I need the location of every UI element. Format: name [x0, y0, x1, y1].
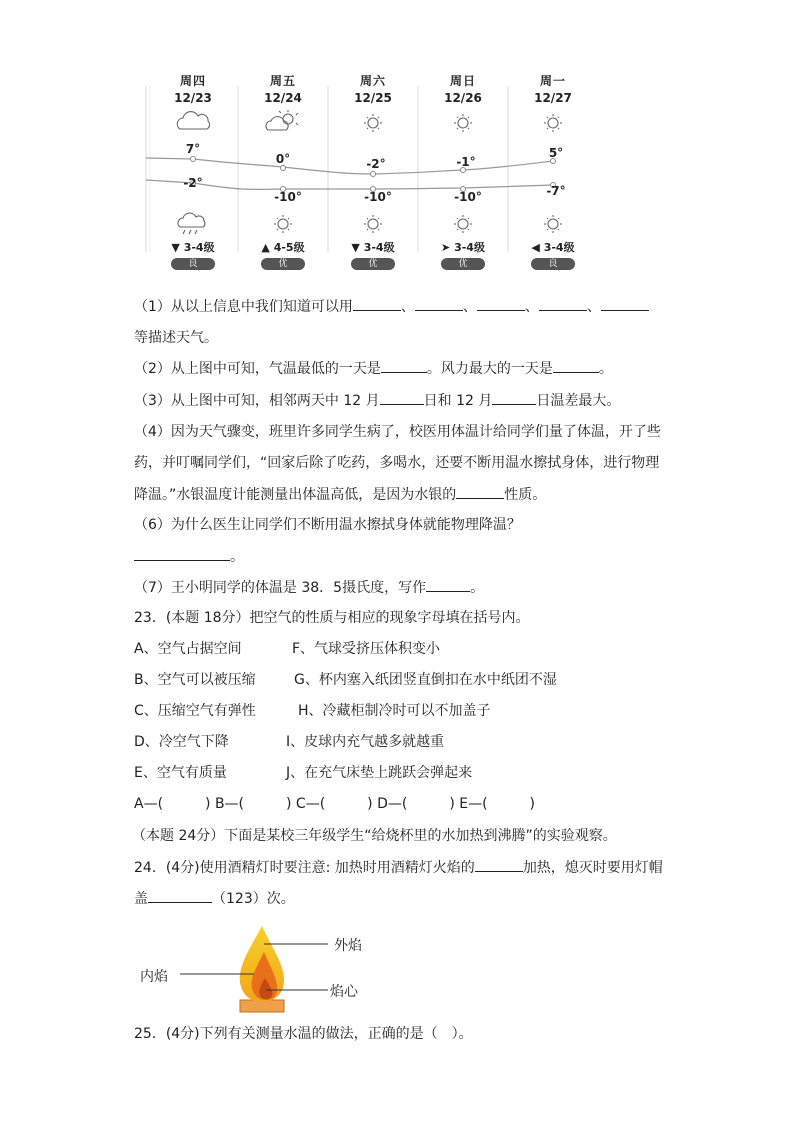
high-temp: -1°	[456, 155, 476, 169]
option-h: H、冷藏柜制冷时可以不加盖子	[298, 703, 491, 719]
answer-blank[interactable]	[381, 358, 427, 373]
option-b: B、空气可以被压缩	[134, 672, 256, 688]
outer-flame-label: 外焰	[334, 938, 362, 954]
section-24-intro: （本题 24分）下面是某校三年级学生“给烧杯里的水加热到沸腾”的实验观察。	[132, 828, 617, 844]
date-label: 12/24	[264, 91, 302, 105]
wind-level: ▼ 3-4级	[171, 241, 215, 254]
day-label: 周五	[269, 74, 296, 88]
aqi-badge: 良	[171, 258, 215, 270]
answer-blank[interactable]	[380, 390, 424, 405]
answer-blank[interactable]	[477, 296, 525, 311]
forecast-day-1	[148, 72, 238, 269]
forecast-day-5	[508, 72, 598, 269]
answer-blank[interactable]	[456, 484, 504, 499]
date-label: 12/23	[174, 91, 212, 105]
low-temp: -2°	[183, 176, 203, 190]
inner-flame-label: 内焰	[140, 969, 168, 985]
weather-forecast	[138, 72, 598, 277]
day-label: 周日	[449, 74, 476, 88]
low-temp: -10°	[364, 190, 392, 204]
question-24	[134, 857, 663, 878]
high-temp-line	[146, 158, 553, 174]
answer-blank[interactable]	[601, 296, 649, 311]
sun-icon	[454, 215, 472, 233]
answer-blank[interactable]	[415, 296, 463, 311]
option-e: E、空气有质量	[134, 765, 227, 781]
question-text: 盖	[134, 891, 148, 907]
question-4-line-3	[134, 484, 546, 505]
option-f: F、气球受挤压体积变小	[292, 641, 441, 657]
question-text: 。风力最大的一天是	[426, 361, 553, 377]
wind-level: ◀ 3-4级	[531, 241, 575, 254]
question-text: （123）次。	[212, 891, 295, 907]
answer-blank[interactable]	[475, 857, 523, 872]
partly-cloudy-icon	[266, 110, 298, 130]
matching-answers[interactable]: A—( ) B—( ) C—( ) D—( ) E—( )	[134, 796, 536, 812]
answer-blank[interactable]	[492, 390, 536, 405]
high-point	[371, 172, 376, 177]
forecast-day-2	[238, 72, 328, 269]
question-text: 日温差最大。	[536, 393, 621, 409]
answer-blank[interactable]	[426, 577, 470, 592]
flame-core-label: 焰心	[330, 984, 358, 1000]
sun-icon	[364, 114, 382, 132]
low-temp: -7°	[546, 184, 566, 198]
answer-blank[interactable]	[134, 546, 230, 561]
wind-level: ➤ 3-4级	[441, 241, 485, 254]
question-text: （3）从上图中可知，相邻两天中 12 月	[134, 393, 380, 409]
question-text: 降温。”水银温度计能测量出体温高低，是因为水银的	[134, 487, 457, 503]
question-2	[134, 358, 613, 379]
question-4-line-1: （4）因为天气骤变，班里许多同学生病了，校医用体温计给同学们量了体温，开了些	[134, 424, 661, 440]
sun-icon	[454, 114, 472, 132]
day-label: 周一	[539, 74, 566, 88]
question-text: 。	[470, 580, 485, 596]
forecast-day-3	[328, 72, 418, 269]
question-text: （1）从以上信息中我们知道可以用	[134, 299, 353, 315]
high-temp: 0°	[275, 152, 291, 166]
sun-icon	[364, 215, 382, 233]
sun-icon	[274, 215, 292, 233]
aqi-badge: 良	[531, 258, 575, 270]
date-label: 12/25	[354, 91, 392, 105]
rain-cloud-icon	[178, 213, 205, 234]
high-temp: 5°	[548, 146, 564, 160]
question-text: 24．(4分)使用酒精灯时要注意: 加热时用酒精灯火焰的	[134, 860, 475, 876]
option-d: D、冷空气下降	[134, 734, 229, 750]
low-temp: -10°	[454, 190, 482, 204]
low-temp: -10°	[274, 190, 302, 204]
aqi-badge: 优	[351, 258, 395, 270]
question-text: 加热，熄灭时要用灯帽	[522, 860, 663, 876]
aqi-badge: 优	[441, 258, 485, 270]
question-3	[134, 390, 620, 411]
day-label: 周四	[179, 74, 206, 88]
cloud-icon	[177, 112, 209, 129]
question-text: 日和 12 月	[423, 393, 493, 409]
question-1: （1）从以上信息中我们知道可以用 、 、 、 、	[134, 296, 649, 317]
question-text: 。	[598, 361, 613, 377]
date-label: 12/27	[534, 91, 572, 105]
question-4-line-2: 药，并叮嘱同学们，“回家后除了吃药，多喝水，还要不断用温水擦拭身体，进行物理	[134, 455, 660, 471]
answer-blank[interactable]	[539, 296, 587, 311]
answer-blank[interactable]	[148, 888, 212, 903]
wind-level: ▼ 3-4级	[351, 241, 395, 254]
question-text: （2）从上图中可知，气温最低的一天是	[134, 361, 381, 377]
question-text: 。	[230, 549, 244, 565]
option-a: A、空气占据空间	[134, 641, 242, 657]
wind-level: ▲ 4-5级	[261, 241, 305, 254]
question-1-cont: 等描述天气。	[134, 330, 218, 346]
sun-icon	[544, 114, 562, 132]
question-23-title: 23．(本题 18分）把空气的性质与相应的现象字母填在括号内。	[134, 610, 530, 626]
option-g: G、杯内塞入纸团竖直倒扣在水中纸团不湿	[294, 672, 557, 688]
question-6-answer	[134, 546, 244, 567]
option-j: J、在充气床垫上跳跃会弹起来	[286, 765, 473, 781]
high-temp: 7°	[185, 142, 201, 156]
day-label: 周六	[359, 74, 386, 88]
option-i: I、皮球内充气越多就越重	[286, 734, 445, 750]
question-24-cont	[134, 888, 295, 909]
option-c: C、压缩空气有弹性	[134, 703, 256, 719]
answer-blank[interactable]	[353, 296, 401, 311]
high-point	[281, 166, 286, 171]
answer-blank[interactable]	[553, 358, 599, 373]
aqi-badge: 优	[261, 258, 305, 270]
date-label: 12/26	[444, 91, 482, 105]
sun-icon	[544, 215, 562, 233]
high-point	[191, 157, 196, 162]
question-text: （7）王小明同学的体温是 38．5摄氏度，写作	[134, 580, 427, 596]
high-temp: -2°	[366, 157, 386, 171]
question-6: （6）为什么医生让同学们不断用温水擦拭身体就能物理降温？	[134, 517, 521, 533]
question-7	[134, 577, 484, 598]
question-25: 25．(4分)下列有关测量水温的做法，正确的是（ ）。	[134, 1026, 473, 1042]
forecast-day-4	[418, 72, 508, 269]
question-text: 性质。	[504, 487, 547, 503]
